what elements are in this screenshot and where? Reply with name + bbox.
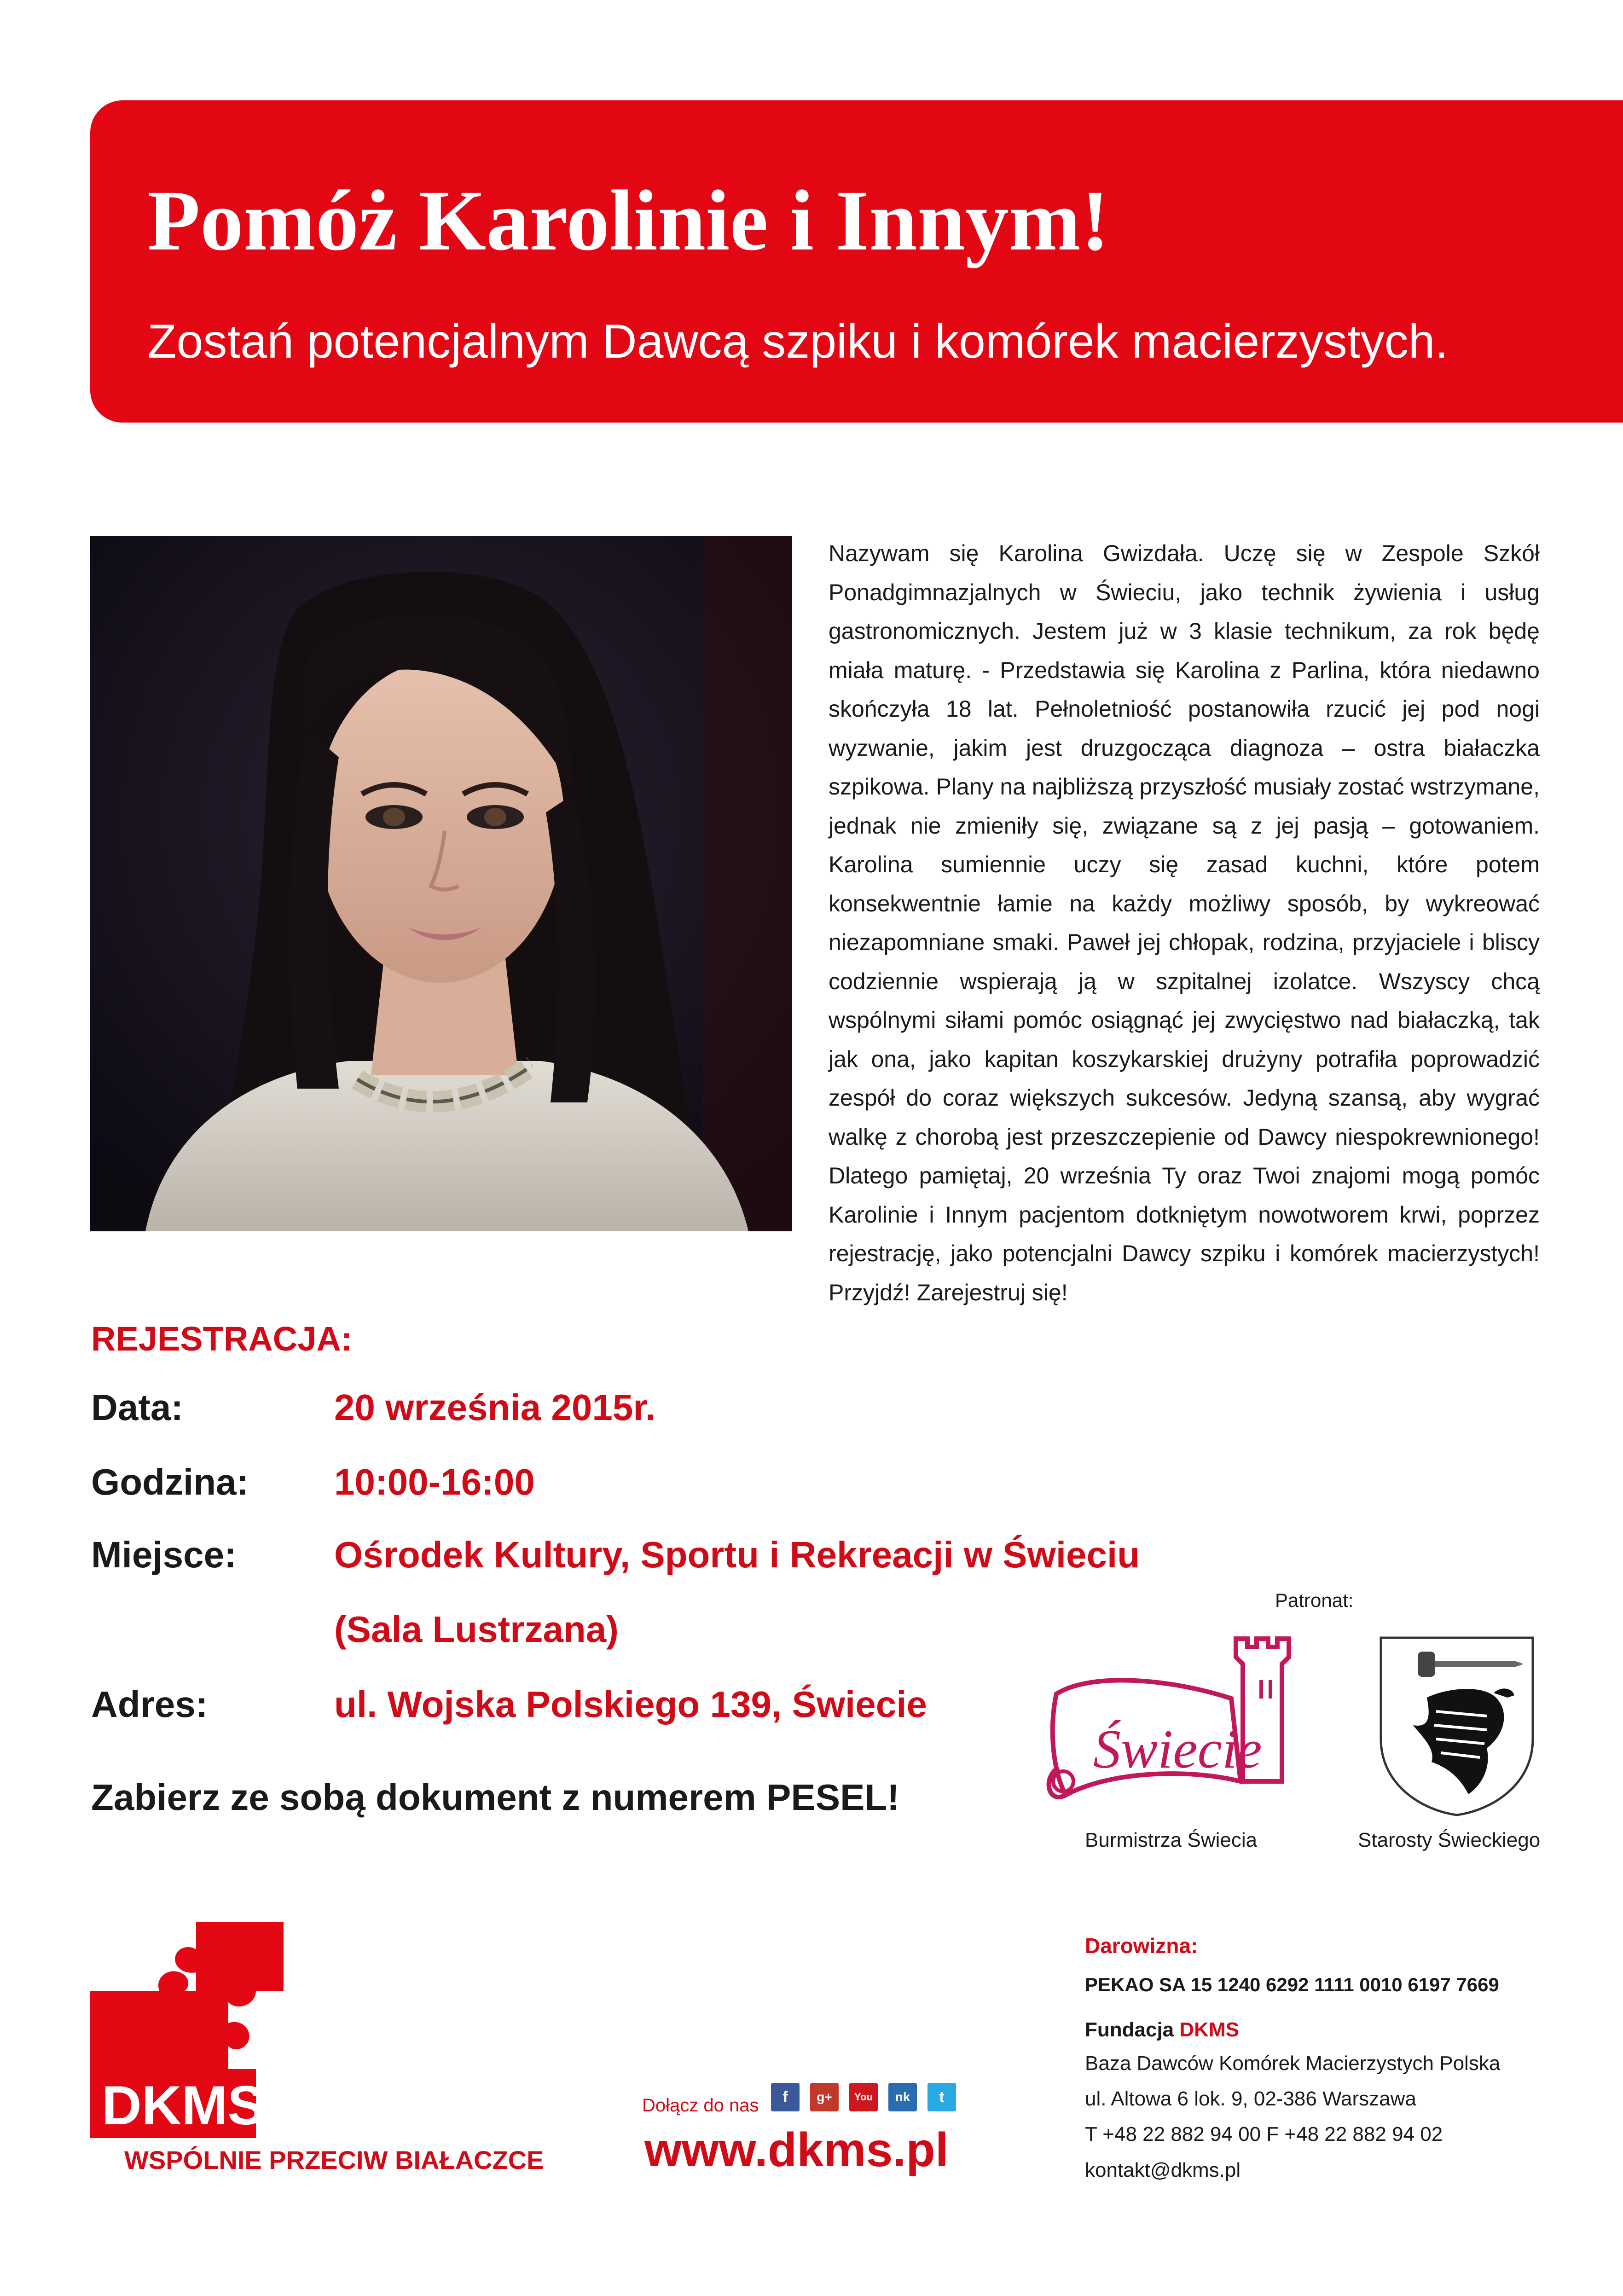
donation-title: Darowizna:: [1085, 1934, 1198, 1958]
date-value: 20 września 2015r.: [334, 1387, 656, 1428]
foundation-prefix: Fundacja: [1085, 2018, 1174, 2041]
registration-title: REJESTRACJA:: [91, 1320, 353, 1358]
bank-account: PEKAO SA 15 1240 6292 1111 0010 6197 7669: [1085, 1974, 1499, 1995]
patronage-label: Patronat:: [1275, 1589, 1354, 1611]
facebook-icon[interactable]: f: [771, 2083, 800, 2111]
swiecie-town-logo: [1038, 1629, 1323, 1823]
foundation-address: ul. Altowa 6 lok. 9, 02-386 Warszawa: [1085, 2087, 1416, 2110]
coat-of-arms-emblem: [1376, 1633, 1537, 1817]
foundation-email[interactable]: kontakt@dkms.pl: [1085, 2159, 1241, 2181]
story-paragraph: Nazywam się Karolina Gwizdała. Uczę się w Zespole Szkół Ponadgimnazjalnych w Świeciu, jako technik żywienia i usług gastronomicznych. Jestem już w 3 klasie technikum, za rok będę miała maturę. - Przedstawia się Karolina z Parlina, która niedawno skończyła 18 lat. Pełnoletniość postanowiła rzucić jej pod nogi wyzwanie, jakim jest druzgocząca diagnoza – ostra białaczka szpikowa. Plany na najbliższą przyszłość musiały zostać wstrzymane, jednak nie zmieniły się, związane są z jej pasją – gotowaniem. Karolina sumiennie uczy się zasad kuchni, które potem konsekwentnie łamie na każdy możliwy sposób, by wykreować niezapomniane smaki. Paweł jej chłopak, rodzina, przyjaciele i bliscy codziennie wspierają ją w szpitalnej izolatce. Wszyscy chcą wspólnymi siłami pomóc osiągnąć jej zwycięstwo nad białaczką, tak jak ona, jako kapitan koszykarskiej drużyny potrafiła poprowadzić zespół do coraz większych sukcesów. Jedyną szansą, aby wygrać walkę z chorobą jest przeszczepienie od Dawcy niespokrewnionego! Dlatego pamiętaj, 20 września Ty oraz Twoi znajomi mogą pomóc Karolinie i Innym pacjentom dotkniętym nowotworem krwi, poprzez rejestrację, jako potencjalni Dawcy szpiku i komórek macierzystych! Przyjdź! Zarejestruj się!: [829, 540, 1540, 1305]
foundation-brand: DKMS: [1179, 2018, 1239, 2041]
place-value: Ośrodek Kultury, Sportu i Rekreacji w Świeciu: [334, 1534, 1140, 1575]
headline: Pomóż Karolinie i Innym!: [147, 172, 1110, 268]
story-text: [829, 534, 1540, 1312]
dkms-logo-text: DKMS: [102, 2075, 265, 2136]
address-label: Adres:: [91, 1684, 208, 1725]
google-plus-icon[interactable]: g+: [810, 2083, 839, 2111]
portrait-photo: [90, 536, 792, 1231]
swiecie-logo-text: Świecie: [1093, 1718, 1262, 1780]
time-label: Godzina:: [91, 1461, 249, 1502]
twitter-icon[interactable]: t: [927, 2083, 956, 2111]
bring-document-note: Zabierz ze sobą dokument z numerem PESEL!: [91, 1777, 899, 1818]
address-value: ul. Wojska Polskiego 139, Świecie: [334, 1684, 927, 1725]
foundation-phone-fax: T +48 22 882 94 00 F +48 22 882 94 02: [1085, 2123, 1443, 2145]
join-us-label: Dołącz do nas: [642, 2095, 759, 2116]
date-label: Data:: [91, 1387, 184, 1428]
foundation-line-1: Baza Dawców Komórek Macierzystych Polska: [1085, 2052, 1501, 2075]
website-link[interactable]: www.dkms.pl: [644, 2123, 949, 2177]
time-value: 10:00-16:00: [334, 1461, 535, 1502]
subheadline: Zostań potencjalnym Dawcą szpiku i komórek macierzystych.: [147, 315, 1449, 368]
patron-mayor: Burmistrza Świecia: [1085, 1829, 1258, 1851]
youtube-icon[interactable]: You: [849, 2083, 878, 2111]
foundation-name: [1085, 2018, 1239, 2041]
dkms-tagline: WSPÓLNIE PRZECIW BIAŁACZCE: [124, 2145, 544, 2174]
place-room: (Sala Lustrzana): [334, 1609, 619, 1650]
dkms-logo: [90, 1922, 284, 2138]
patron-starost: Starosty Świeckiego: [1358, 1829, 1541, 1851]
nk-icon[interactable]: nk: [888, 2083, 917, 2111]
place-label: Miejsce:: [91, 1534, 237, 1575]
